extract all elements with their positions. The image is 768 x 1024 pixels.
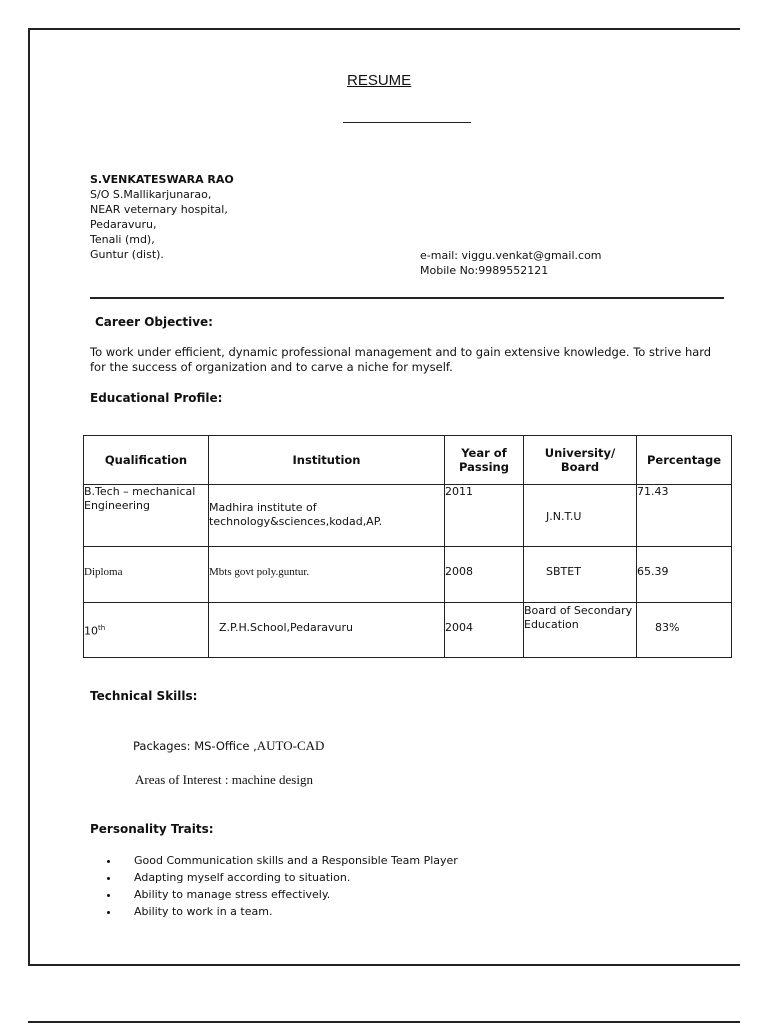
traits-heading: Personality Traits: <box>90 822 214 836</box>
column-header: Year of Passing <box>445 436 524 485</box>
education-table <box>83 435 732 658</box>
table-row <box>84 547 732 603</box>
packages-line <box>133 738 324 754</box>
title-underline <box>343 122 471 123</box>
skills-heading: Technical Skills: <box>90 689 198 703</box>
column-header: University/ Board <box>524 436 637 485</box>
list-item: • Ability to work in a team. <box>120 903 458 920</box>
year-cell: 2008 <box>445 547 524 603</box>
next-page-border <box>28 1021 740 1023</box>
education-heading: Educational Profile: <box>90 391 223 405</box>
list-item: • Ability to manage stress effectively. <box>120 886 458 903</box>
list-item: • Good Communication skills and a Responsible Team Player <box>120 852 458 869</box>
mobile-text: Mobile No:9989552121 <box>420 264 549 277</box>
qualification-cell: 10th <box>84 603 209 658</box>
table-header-row <box>84 436 732 485</box>
institution-cell: Madhira institute of technology&sciences,kodad,AP. <box>209 485 445 547</box>
table-row <box>84 603 732 658</box>
packages-extra: AUTO-CAD <box>256 738 325 753</box>
board-cell: J.N.T.U <box>524 485 637 547</box>
board-cell: SBTET <box>524 547 637 603</box>
career-heading: Career Objective: <box>95 315 213 329</box>
candidate-name: S.VENKATESWARA RAO <box>90 173 234 186</box>
board-cell: Board of Secondary Education <box>524 603 637 658</box>
page-title: RESUME <box>347 72 412 89</box>
list-item: • Adapting myself according to situation. <box>120 869 458 886</box>
year-cell: 2011 <box>445 485 524 547</box>
year-cell: 2004 <box>445 603 524 658</box>
interest-line: Areas of Interest : machine design <box>135 772 313 787</box>
traits-list <box>98 852 458 920</box>
contact-block <box>420 248 602 278</box>
column-header: Qualification <box>84 436 209 485</box>
career-text: To work under efficient, dynamic professional management and to gain extensive knowledge. To strive hard for the success of organization and to carve a niche for myself. <box>90 345 712 374</box>
institution-cell: Mbts govt poly.guntur. <box>209 547 445 603</box>
section-divider <box>90 297 724 299</box>
qualification-cell: Diploma <box>84 547 209 603</box>
column-header: Percentage <box>637 436 732 485</box>
table-row <box>84 485 732 547</box>
percentage-cell: 71.43 <box>637 485 732 547</box>
packages-label: Packages: MS-Office , <box>133 739 257 753</box>
address-block <box>90 172 234 262</box>
address-line: Pedaravuru, <box>90 218 157 231</box>
institution-cell: Z.P.H.School,Pedaravuru <box>209 603 445 658</box>
qualification-cell: B.Tech – mechanical Engineering <box>84 485 209 547</box>
percentage-cell: 65.39 <box>637 547 732 603</box>
address-line: S/O S.Mallikarjunarao, <box>90 188 212 201</box>
address-line: Guntur (dist). <box>90 248 164 261</box>
percentage-cell: 83% <box>637 603 732 658</box>
column-header: Institution <box>209 436 445 485</box>
email-text: e-mail: viggu.venkat@gmail.com <box>420 249 602 262</box>
address-line: NEAR veternary hospital, <box>90 203 228 216</box>
address-line: Tenali (md), <box>90 233 155 246</box>
